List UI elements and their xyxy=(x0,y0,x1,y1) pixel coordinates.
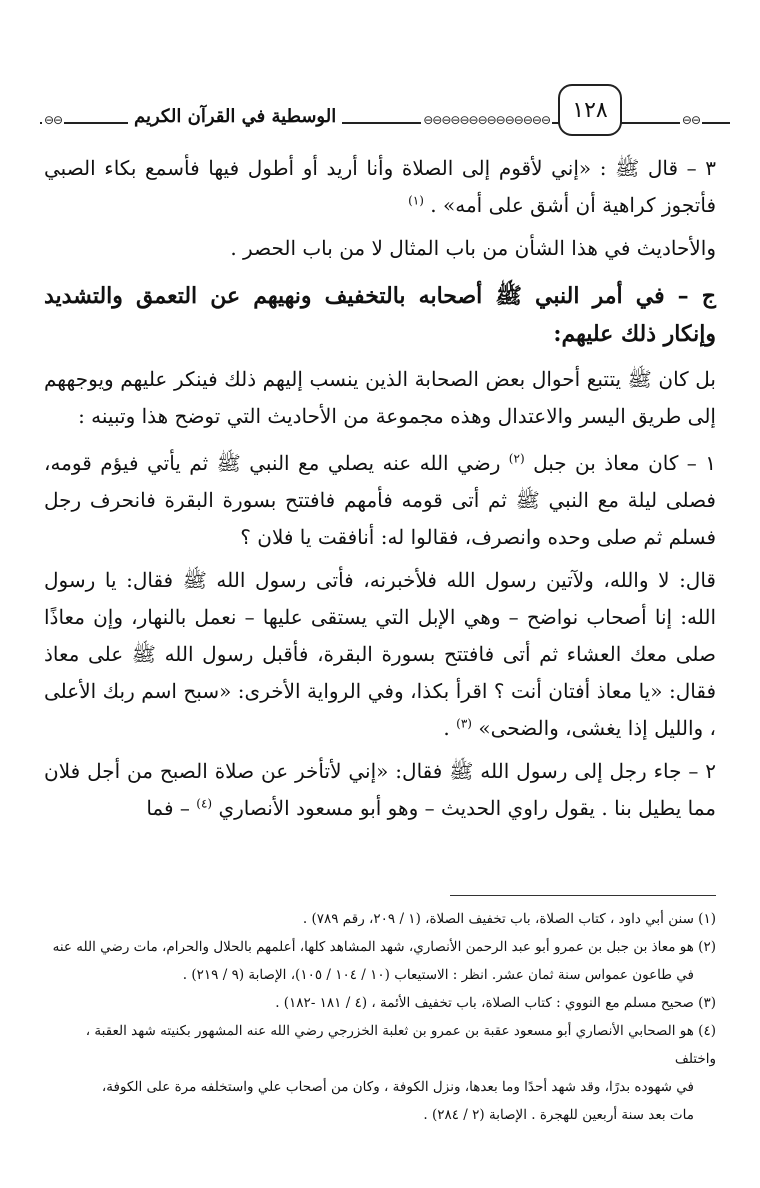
footnote-line: (١) سنن أبي داود ، كتاب الصلاة، باب تخفيف الصلاة، (١ / ٢٠٩، رقم ٧٨٩) . xyxy=(302,911,716,927)
page-body xyxy=(44,150,716,837)
footnote-line: في طاعون عمواس سنة ثمان عشر. انظر : الاستيعاب (١٠ / ١٠٤ / ١٠٥)، الإصابة (٩ / ٢١٩) . xyxy=(182,967,694,983)
footnote-divider xyxy=(450,895,716,896)
running-title: الوسطية في القرآن الكريم xyxy=(128,106,342,127)
hadith-paragraph: ٢ – جاء رجل إلى رسول الله ﷺ فقال: «إني لأتأخر عن صلاة الصبح من أجل فلان مما يطيل بنا . يقول راوي الحديث – وهو أبو مسعود الأنصاري $^{(٤)}$ – فما xyxy=(44,759,716,820)
footnote-ref: (٣) xyxy=(456,716,472,731)
footnote-ref: (٢) xyxy=(508,451,525,466)
footnote-line: (٢) هو معاذ بن جبل بن عمرو أبو عبد الرحمن الأنصاري، شهد المشاهد كلها، أعلمهم بالحلال والحرام، مات رضي الله عنه xyxy=(52,939,716,955)
hadith-paragraph: ١ – كان معاذ بن جبل $^{(٢)}$ رضي الله عنه يصلي مع النبي ﷺ ثم يأتي فيؤم قومه، فصلى ليلة مع النبي ﷺ ثم أتى قومه فأمهم فافتتح بسورة البقرة فانحرف رجل فسلم ثم صلى وحده وانصرف، فقالوا له: أنافقت يا فلان ؟ xyxy=(44,451,716,549)
footnote-line: (٤) هو الصحابي الأنصاري أبو مسعود عقبة بن عمرو بن ثعلبة الخزرجي رضي الله عنه المشهور بكنيته شهد العقبة ، واختلف xyxy=(85,1023,716,1067)
footnote-ref: (١) xyxy=(408,193,424,208)
ornament-icon: ⊖⊖ xyxy=(44,113,63,127)
footnote-line: في شهوده بدرًا، وقد شهد أحدًا وما بعدها، ونزل الكوفة ، وكان من أصحاب علي واستخلفه مرة على الكوفة، xyxy=(101,1079,694,1095)
intro-paragraph: بل كان ﷺ يتتبع أحوال بعض الصحابة الذين ينسب إليهم ذلك فينكر عليهم ويوجههم إلى طريق اليسر والاعتدال وهذه مجموعة من الأحاديث التي توضح هذا وتبينه : xyxy=(44,367,716,428)
footnotes xyxy=(44,905,716,1129)
footnote-line: مات بعد سنة أربعين للهجرة . الإصابة (٢ / ٢٨٤) . xyxy=(423,1107,694,1123)
hadith-paragraph: ٣ – قال ﷺ : «إني لأقوم إلى الصلاة وأنا أريد أو أطول فيها فأسمع بكاء الصبي فأتجوز كراهية أن أشق على أمه» . $^{(١)}$ xyxy=(44,156,716,217)
ornament-icon: ⊖⊖ xyxy=(681,113,700,127)
footnote-line: (٣) صحيح مسلم مع النووي : كتاب الصلاة، باب تخفيف الأئمة ، (٤ / ١٨١ -١٨٢) . xyxy=(275,995,716,1011)
footnote-ref: (٤) xyxy=(196,796,213,811)
page-number: ١٢٨ xyxy=(558,84,622,136)
page-header xyxy=(40,84,730,144)
general-paragraph: والأحاديث في هذا الشأن من باب المثال لا من باب الحصر . xyxy=(230,236,716,260)
section-heading: ج – في أمر النبي ﷺ أصحابه بالتخفيف ونهيهم عن التعمق والتشديد وإنكار ذلك عليهم: xyxy=(44,283,716,347)
ornament-icon: ⊖⊖⊖⊖⊖⊖⊖⊖⊖⊖⊖⊖⊖⊖ xyxy=(423,113,550,127)
hadith-paragraph: قال: لا والله، ولآتين رسول الله فلأخبرنه، فأتى رسول الله ﷺ فقال: يا رسول الله: إنا أصحاب نواضح – وهي الإبل التي يستقى عليها – نعمل بالنهار، وإن معاذًا صلى معك العشاء ثم أتى فافتتح بسورة البقرة، فأقبل رسول الله ﷺ على معاذ فقال: «يا معاذ أفتان أنت ؟ اقرأ بكذا، وفي الرواية الأخرى: «سبح اسم ربك الأعلى ، والليل إذا يغشى، والضحى» $^{(٣)}$ . xyxy=(44,568,716,740)
